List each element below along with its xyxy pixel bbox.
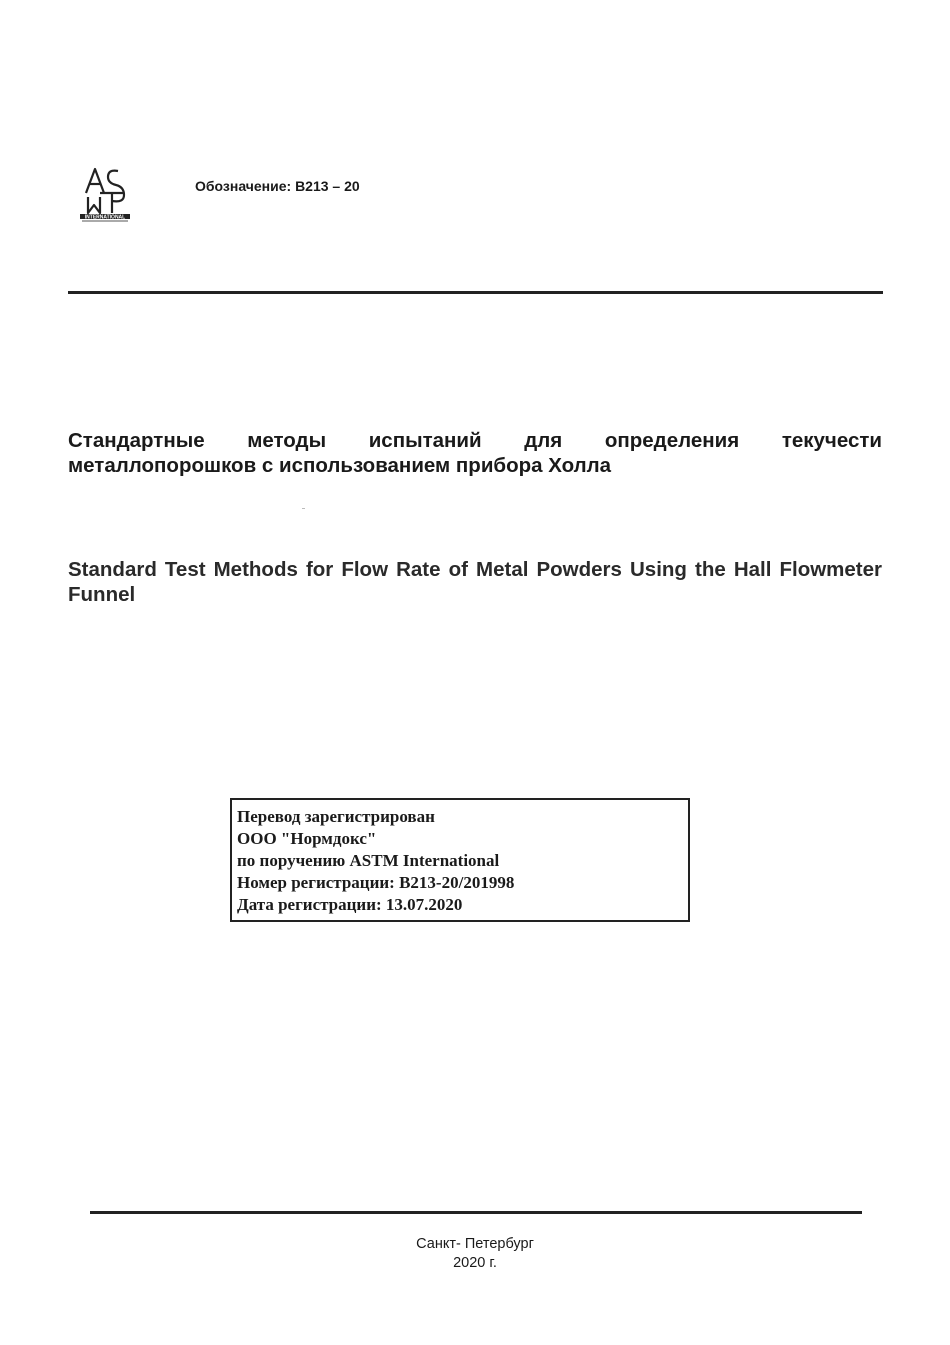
registration-line: Номер регистрации: B213-20/201998 (237, 873, 515, 892)
astm-logo-icon (78, 163, 132, 223)
footer-city: Санкт- Петербург (416, 1236, 534, 1252)
document-designation: Обозначение: B213 – 20 (195, 178, 360, 194)
registration-line: ООО "Нормдокс" (237, 829, 377, 848)
title-russian: Стандартные методы испытаний для определения текучести металлопорошков с использованием прибора Холла (68, 429, 882, 477)
registration-line: Дата регистрации: 13.07.2020 (237, 895, 463, 914)
registration-line: по поручению ASTM International (237, 851, 500, 870)
footer (375, 1235, 575, 1273)
top-divider (68, 291, 883, 294)
registration-box (230, 798, 690, 922)
stray-mark (302, 508, 305, 509)
footer-year: 2020 г. (453, 1255, 497, 1271)
registration-line: Перевод зарегистрирован (237, 807, 435, 826)
svg-text:INTERNATIONAL: INTERNATIONAL (84, 214, 126, 221)
title-english: Standard Test Methods for Flow Rate of Metal Powders Using the Hall Flowmeter Funnel (68, 558, 882, 606)
bottom-divider (90, 1211, 862, 1214)
